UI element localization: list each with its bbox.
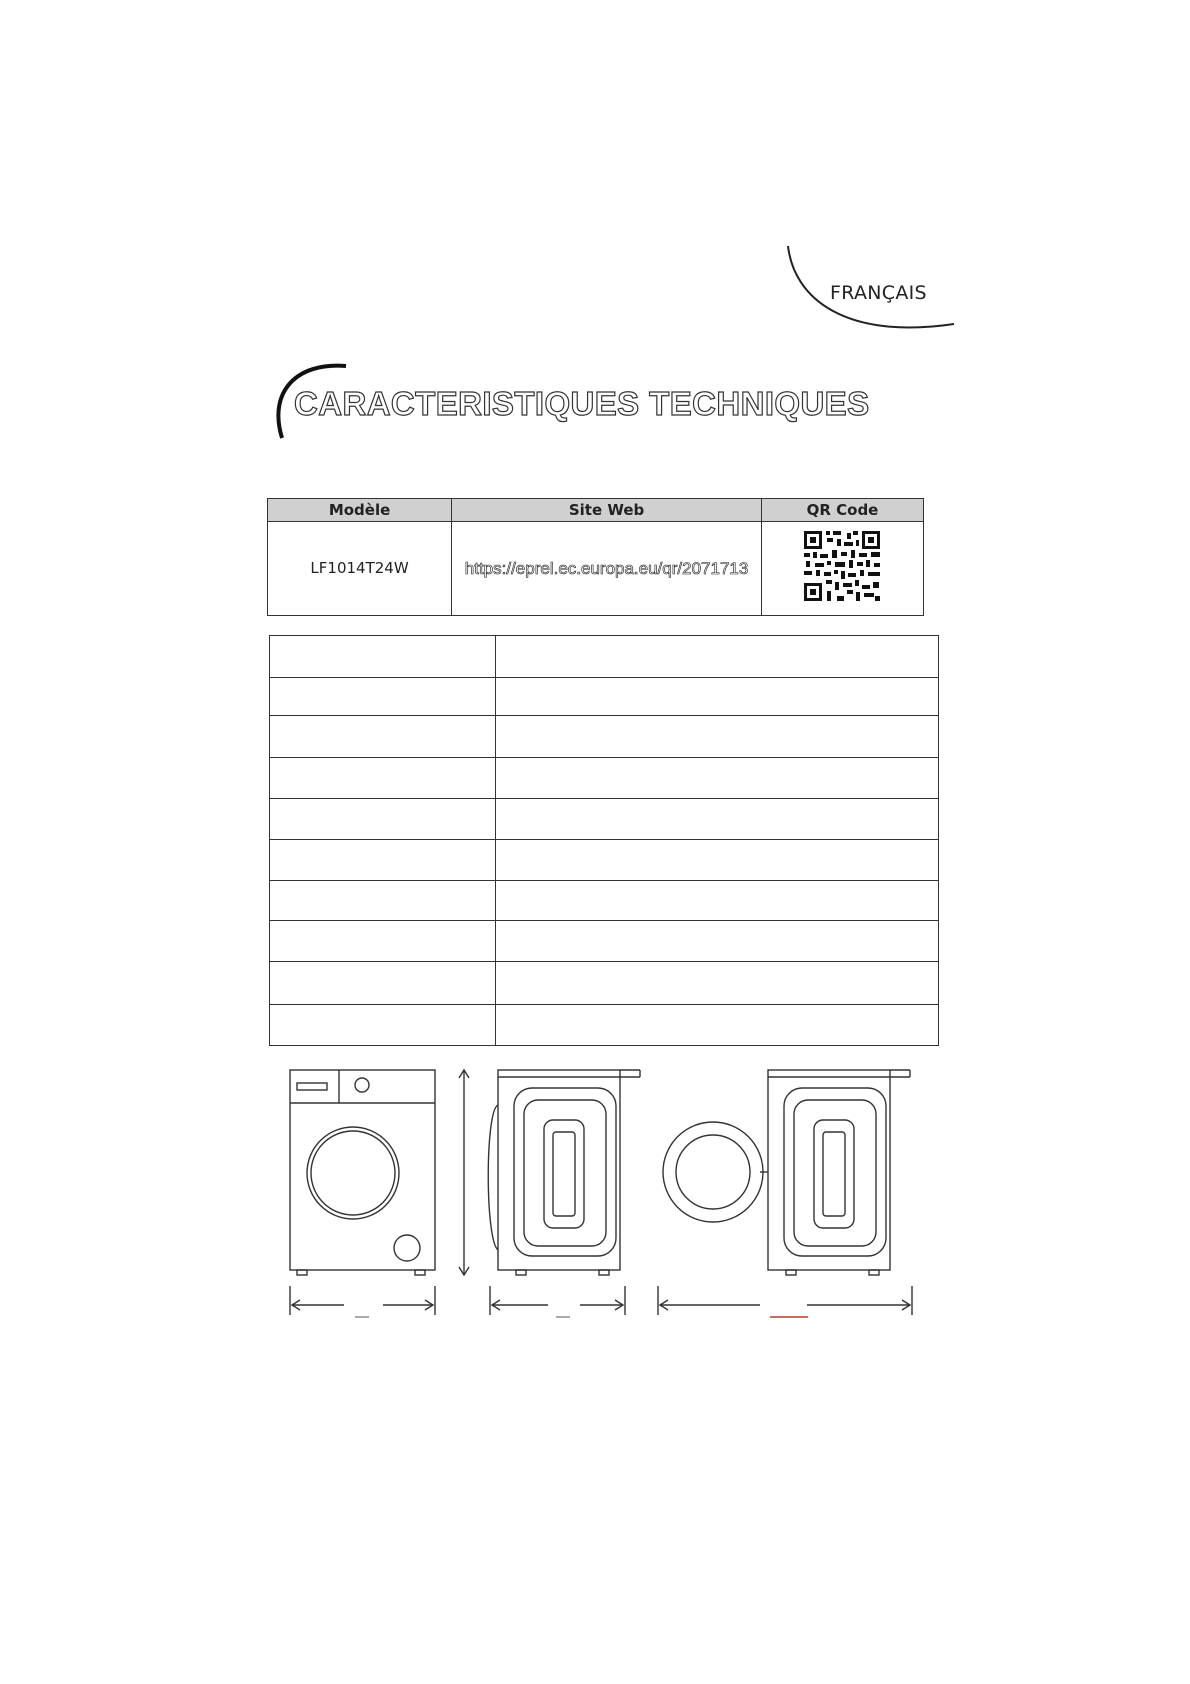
spec-row <box>270 962 939 1005</box>
model-cell <box>268 522 452 616</box>
website-cell <box>452 522 762 616</box>
qr-cell <box>761 522 923 616</box>
spec-value <box>496 840 939 881</box>
header-model: Modèle <box>268 499 452 522</box>
washer-side-door-open-drawing <box>658 1070 912 1317</box>
website-link[interactable]: https://eprel.ec.europa.eu/qr/2071713 <box>464 558 749 578</box>
spec-key <box>270 1005 496 1046</box>
spec-value <box>496 1005 939 1046</box>
header-website: Site Web <box>452 499 762 522</box>
spec-value <box>496 921 939 962</box>
spec-key <box>270 716 496 758</box>
spec-row <box>270 716 939 758</box>
model-name: LF1014T24W <box>310 559 409 577</box>
model-table <box>267 498 924 616</box>
spec-value <box>496 799 939 840</box>
spec-row <box>270 921 939 962</box>
qr-code-icon[interactable] <box>803 530 881 602</box>
spec-key <box>270 678 496 716</box>
spec-key <box>270 840 496 881</box>
spec-row <box>270 799 939 840</box>
spec-key <box>270 758 496 799</box>
spec-key <box>270 799 496 840</box>
washer-front-drawing <box>290 1070 469 1317</box>
model-table-row <box>268 522 924 616</box>
spec-value <box>496 962 939 1005</box>
dimension-drawings <box>280 1060 920 1330</box>
spec-row <box>270 840 939 881</box>
language-label: FRANÇAIS <box>830 282 927 304</box>
page-title: CARACTERISTIQUES TECHNIQUES <box>294 385 870 422</box>
spec-row <box>270 881 939 921</box>
washer-side-drawing <box>488 1070 640 1317</box>
spec-value <box>496 716 939 758</box>
spec-value <box>496 758 939 799</box>
spec-key <box>270 881 496 921</box>
spec-row <box>270 636 939 678</box>
spec-key <box>270 636 496 678</box>
spec-row <box>270 758 939 799</box>
spec-row <box>270 678 939 716</box>
header-qr-code: QR Code <box>761 499 923 522</box>
spec-value <box>496 636 939 678</box>
spec-key <box>270 962 496 1005</box>
spec-row <box>270 1005 939 1046</box>
spec-value <box>496 678 939 716</box>
spec-table <box>269 635 939 1046</box>
model-table-header-row <box>268 499 924 522</box>
spec-key <box>270 921 496 962</box>
spec-value <box>496 881 939 921</box>
